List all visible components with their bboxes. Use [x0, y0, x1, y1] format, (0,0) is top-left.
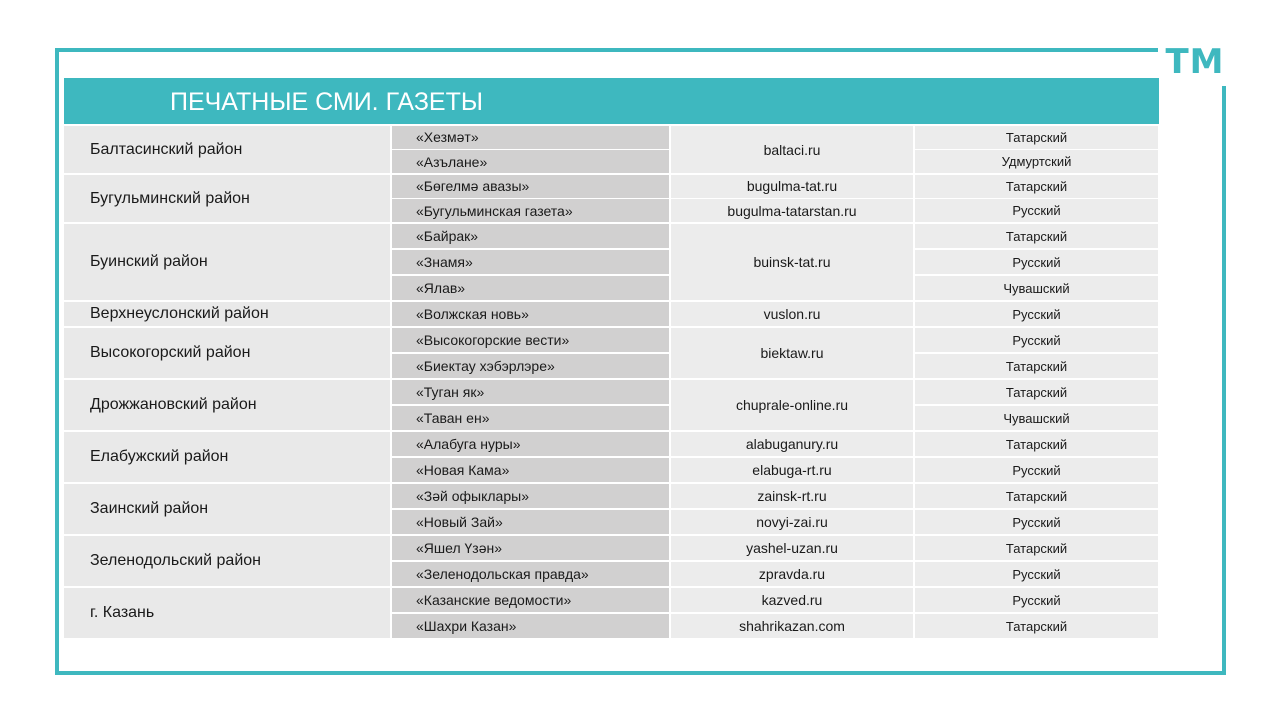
website: zpravda.ru	[671, 562, 913, 587]
language: Русский	[915, 250, 1158, 275]
newspaper-name: «Бөгелмә авазы»	[392, 175, 669, 198]
newspaper-name: «Ялав»	[392, 276, 669, 301]
language: Русский	[915, 302, 1158, 327]
district-name: Бугульминский район	[64, 175, 390, 223]
district-name: Высокогорский район	[64, 328, 390, 379]
website: alabuganury.ru	[671, 432, 913, 457]
website: novyi-zai.ru	[671, 510, 913, 535]
newspaper-name: «Таван ен»	[392, 406, 669, 431]
newspaper-name: «Высокогорские вести»	[392, 328, 669, 353]
newspaper-name: «Новая Кама»	[392, 458, 669, 483]
district-name: Верхнеуслонский район	[64, 302, 390, 327]
district-name: Дрожжановский район	[64, 380, 390, 431]
title-bar	[64, 78, 1159, 124]
newspaper-name: «Биектау хэбэрлэре»	[392, 354, 669, 379]
website: yashel-uzan.ru	[671, 536, 913, 561]
language: Татарский	[915, 484, 1158, 509]
language: Татарский	[915, 536, 1158, 561]
website: chuprale-online.ru	[671, 380, 913, 431]
district-name: Балтасинский район	[64, 126, 390, 174]
language: Татарский	[915, 126, 1158, 149]
newspaper-name: «Волжская новь»	[392, 302, 669, 327]
website: shahrikazan.com	[671, 614, 913, 639]
language: Русский	[915, 199, 1158, 222]
newspaper-name: «Зеленодольская правда»	[392, 562, 669, 587]
newspapers-table	[64, 125, 1159, 635]
website: elabuga-rt.ru	[671, 458, 913, 483]
language: Русский	[915, 328, 1158, 353]
district-name: Зеленодольский район	[64, 536, 390, 587]
page-title: ПЕЧАТНЫЕ СМИ. ГАЗЕТЫ	[170, 88, 484, 116]
newspaper-name: «Зәй офыклары»	[392, 484, 669, 509]
language: Русский	[915, 510, 1158, 535]
tm-logo: TM	[1165, 42, 1225, 82]
website: bugulma-tatarstan.ru	[671, 199, 913, 222]
newspaper-name: «Казанские ведомости»	[392, 588, 669, 613]
language: Татарский	[915, 175, 1158, 198]
language: Татарский	[915, 224, 1158, 249]
language: Татарский	[915, 614, 1158, 639]
district-name: Буинский район	[64, 224, 390, 301]
newspaper-name: «Новый Зай»	[392, 510, 669, 535]
website: biektaw.ru	[671, 328, 913, 379]
language: Русский	[915, 562, 1158, 587]
newspaper-name: «Шахри Казан»	[392, 614, 669, 639]
language: Русский	[915, 588, 1158, 613]
website: bugulma-tat.ru	[671, 175, 913, 198]
website: kazved.ru	[671, 588, 913, 613]
newspaper-name: «Хезмәт»	[392, 126, 669, 149]
newspaper-name: «Азълане»	[392, 150, 669, 173]
district-name: г. Казань	[64, 588, 390, 639]
website: baltaci.ru	[671, 126, 913, 174]
language: Татарский	[915, 380, 1158, 405]
language: Татарский	[915, 354, 1158, 379]
district-name: Заинский район	[64, 484, 390, 535]
newspaper-name: «Бугульминская газета»	[392, 199, 669, 222]
language: Удмуртский	[915, 150, 1158, 173]
language: Чувашский	[915, 276, 1158, 301]
newspaper-name: «Туган як»	[392, 380, 669, 405]
language: Русский	[915, 458, 1158, 483]
district-name: Елабужский район	[64, 432, 390, 483]
language: Чувашский	[915, 406, 1158, 431]
website: vuslon.ru	[671, 302, 913, 327]
newspaper-name: «Алабуга нуры»	[392, 432, 669, 457]
website: zainsk-rt.ru	[671, 484, 913, 509]
language: Татарский	[915, 432, 1158, 457]
website: buinsk-tat.ru	[671, 224, 913, 301]
newspaper-name: «Байрак»	[392, 224, 669, 249]
newspaper-name: «Знамя»	[392, 250, 669, 275]
newspaper-name: «Яшел Үзән»	[392, 536, 669, 561]
